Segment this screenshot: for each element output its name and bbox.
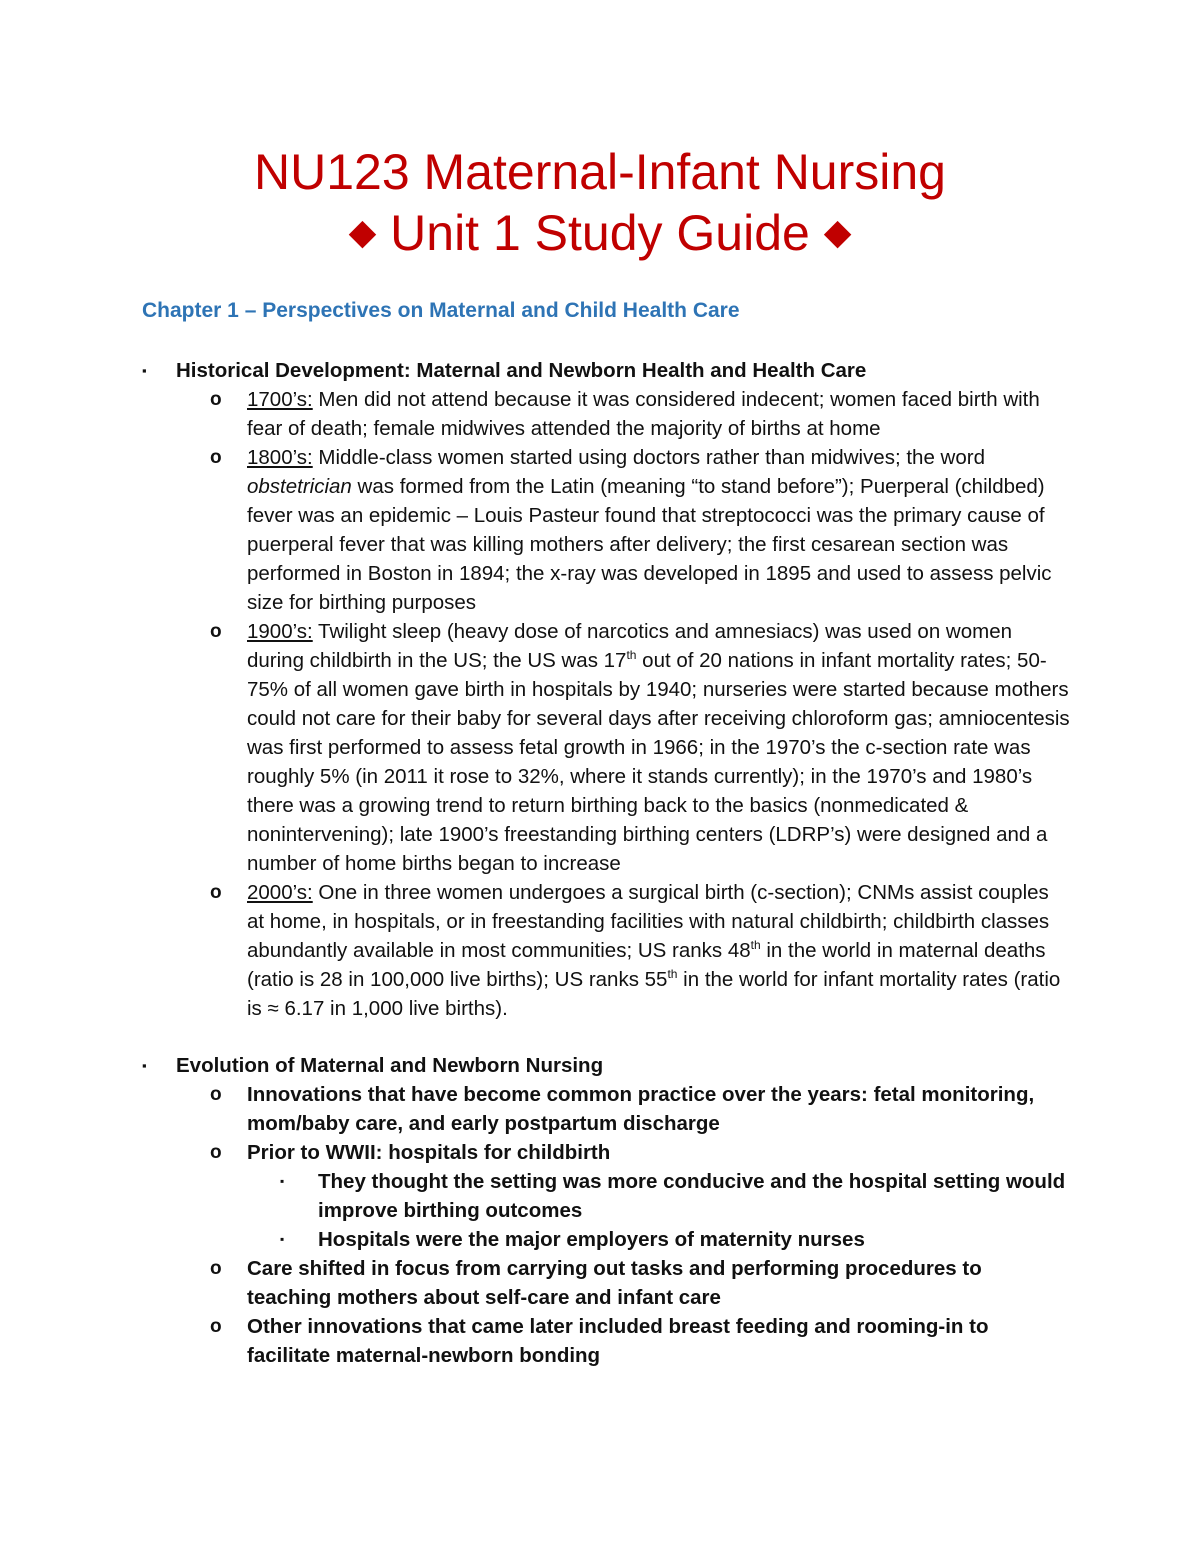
historical-list bbox=[210, 385, 1070, 1023]
list-item-text: in the world for infant mortality rates (ratio is ≈ 6.17 in 1,000 live births). bbox=[247, 968, 1061, 1020]
evolution-list bbox=[210, 1080, 1070, 1370]
list-item-text: in the world in maternal deaths (ratio is 28 in 100,000 live births); US ranks 55 bbox=[247, 939, 1046, 991]
italic-term: obstetrician bbox=[247, 475, 352, 498]
list-item-1700s bbox=[210, 385, 1070, 443]
era-label: 2000’s: bbox=[247, 881, 313, 904]
sub-list-item bbox=[280, 1167, 1070, 1225]
list-item bbox=[210, 1254, 1070, 1312]
circle-bullet-icon: o bbox=[210, 1258, 222, 1279]
list-item-text: One in three women undergoes a surgical birth (c-section); CNMs assist couples at home, in hospitals, or in freestanding facilities with natural childbirth; childbirth classes abundantly available in most communities; US ranks 48 bbox=[247, 881, 1050, 962]
section-heading-text: Evolution of Maternal and Newborn Nursing bbox=[176, 1054, 604, 1077]
sub-list bbox=[280, 1167, 1070, 1254]
era-label: 1700’s: bbox=[247, 388, 313, 411]
list-item bbox=[210, 1080, 1070, 1138]
sub-list-item-text: Hospitals were the major employers of maternity nurses bbox=[318, 1228, 865, 1251]
superscript: th bbox=[750, 938, 761, 953]
document-subtitle bbox=[0, 202, 1200, 263]
circle-bullet-icon: o bbox=[210, 621, 222, 642]
list-item-2000s bbox=[210, 878, 1070, 1023]
circle-bullet-icon: o bbox=[210, 1142, 222, 1163]
subtitle-text: Unit 1 Study Guide bbox=[390, 205, 810, 261]
square-bullet-icon: ▪ bbox=[280, 1174, 285, 1188]
list-item-text: Twilight sleep (heavy dose of narcotics and amnesiacs) was used on women during childbirth in the US; the US was 17 bbox=[247, 620, 1012, 672]
list-item bbox=[210, 1312, 1070, 1370]
section-heading-text: Historical Development: Maternal and Newborn Health and Health Care bbox=[176, 359, 867, 382]
list-item-text: Care shifted in focus from carrying out tasks and performing procedures to teaching mothers about self-care and infant care bbox=[247, 1257, 982, 1309]
square-bullet-icon: ▪ bbox=[280, 1232, 285, 1246]
list-item-text: Men did not attend because it was considered indecent; women faced birth with fear of death; female midwives attended the majority of births at home bbox=[247, 388, 1040, 440]
era-label: 1800’s: bbox=[247, 446, 313, 469]
circle-bullet-icon: o bbox=[210, 389, 222, 410]
circle-bullet-icon: o bbox=[210, 447, 222, 468]
list-item-1800s bbox=[210, 443, 1070, 617]
sub-list-item-text: They thought the setting was more conducive and the hospital setting would improve birthing outcomes bbox=[318, 1170, 1066, 1222]
superscript: th bbox=[626, 648, 637, 663]
list-item-1900s bbox=[210, 617, 1070, 878]
list-item-text: Middle-class women started using doctors rather than midwives; the word bbox=[312, 446, 985, 469]
circle-bullet-icon: o bbox=[210, 1316, 222, 1337]
superscript: th bbox=[667, 967, 678, 982]
list-item-text: Prior to WWII: hospitals for childbirth bbox=[247, 1141, 611, 1164]
list-item-text: Other innovations that came later included breast feeding and rooming-in to facilitate maternal-newborn bonding bbox=[247, 1315, 989, 1367]
diamond-icon-left: ◆ bbox=[348, 211, 377, 252]
era-label: 1900’s: bbox=[247, 620, 313, 643]
chapter-heading: Chapter 1 – Perspectives on Maternal and Child Health Care bbox=[142, 299, 740, 322]
list-item bbox=[210, 1138, 1070, 1254]
list-item-text: was formed from the Latin (meaning “to stand before”); Puerperal (childbed) fever was an epidemic – Louis Pasteur found that streptococci was the primary cause of puerperal fever that was killing mothers after delivery; the first cesarean section was performed in Boston in 1894; the x-ray was developed in 1895 and used to assess pelvic size for birthing purposes bbox=[247, 475, 1052, 614]
diamond-icon-right: ◆ bbox=[823, 211, 852, 252]
sub-list-item bbox=[280, 1225, 1070, 1254]
circle-bullet-icon: o bbox=[210, 1084, 222, 1105]
circle-bullet-icon: o bbox=[210, 882, 222, 903]
square-bullet-icon: ▪ bbox=[142, 363, 147, 378]
list-item-text: Innovations that have become common practice over the years: fetal monitoring, mom/baby care, and early postpartum discharge bbox=[247, 1083, 1035, 1135]
square-bullet-icon: ▪ bbox=[142, 1058, 147, 1073]
document-title: NU123 Maternal-Infant Nursing bbox=[254, 144, 946, 200]
list-item-text: out of 20 nations in infant mortality rates; 50-75% of all women gave birth in hospitals by 1940; nurseries were started because mothers could not care for their baby for several days after receiving chloroform gas; amniocentesis was first performed to assess fetal growth in 1966; in the 1970’s the c-section rate was roughly 5% (in 2011 it rose to 32%, where it stands currently); in the 1970’s and 1980’s there was a growing trend to return birthing back to the basics (nonmedicated & nonintervening); late 1900’s freestanding birthing centers (LDRP’s) were designed and a number of home births began to increase bbox=[247, 649, 1070, 875]
